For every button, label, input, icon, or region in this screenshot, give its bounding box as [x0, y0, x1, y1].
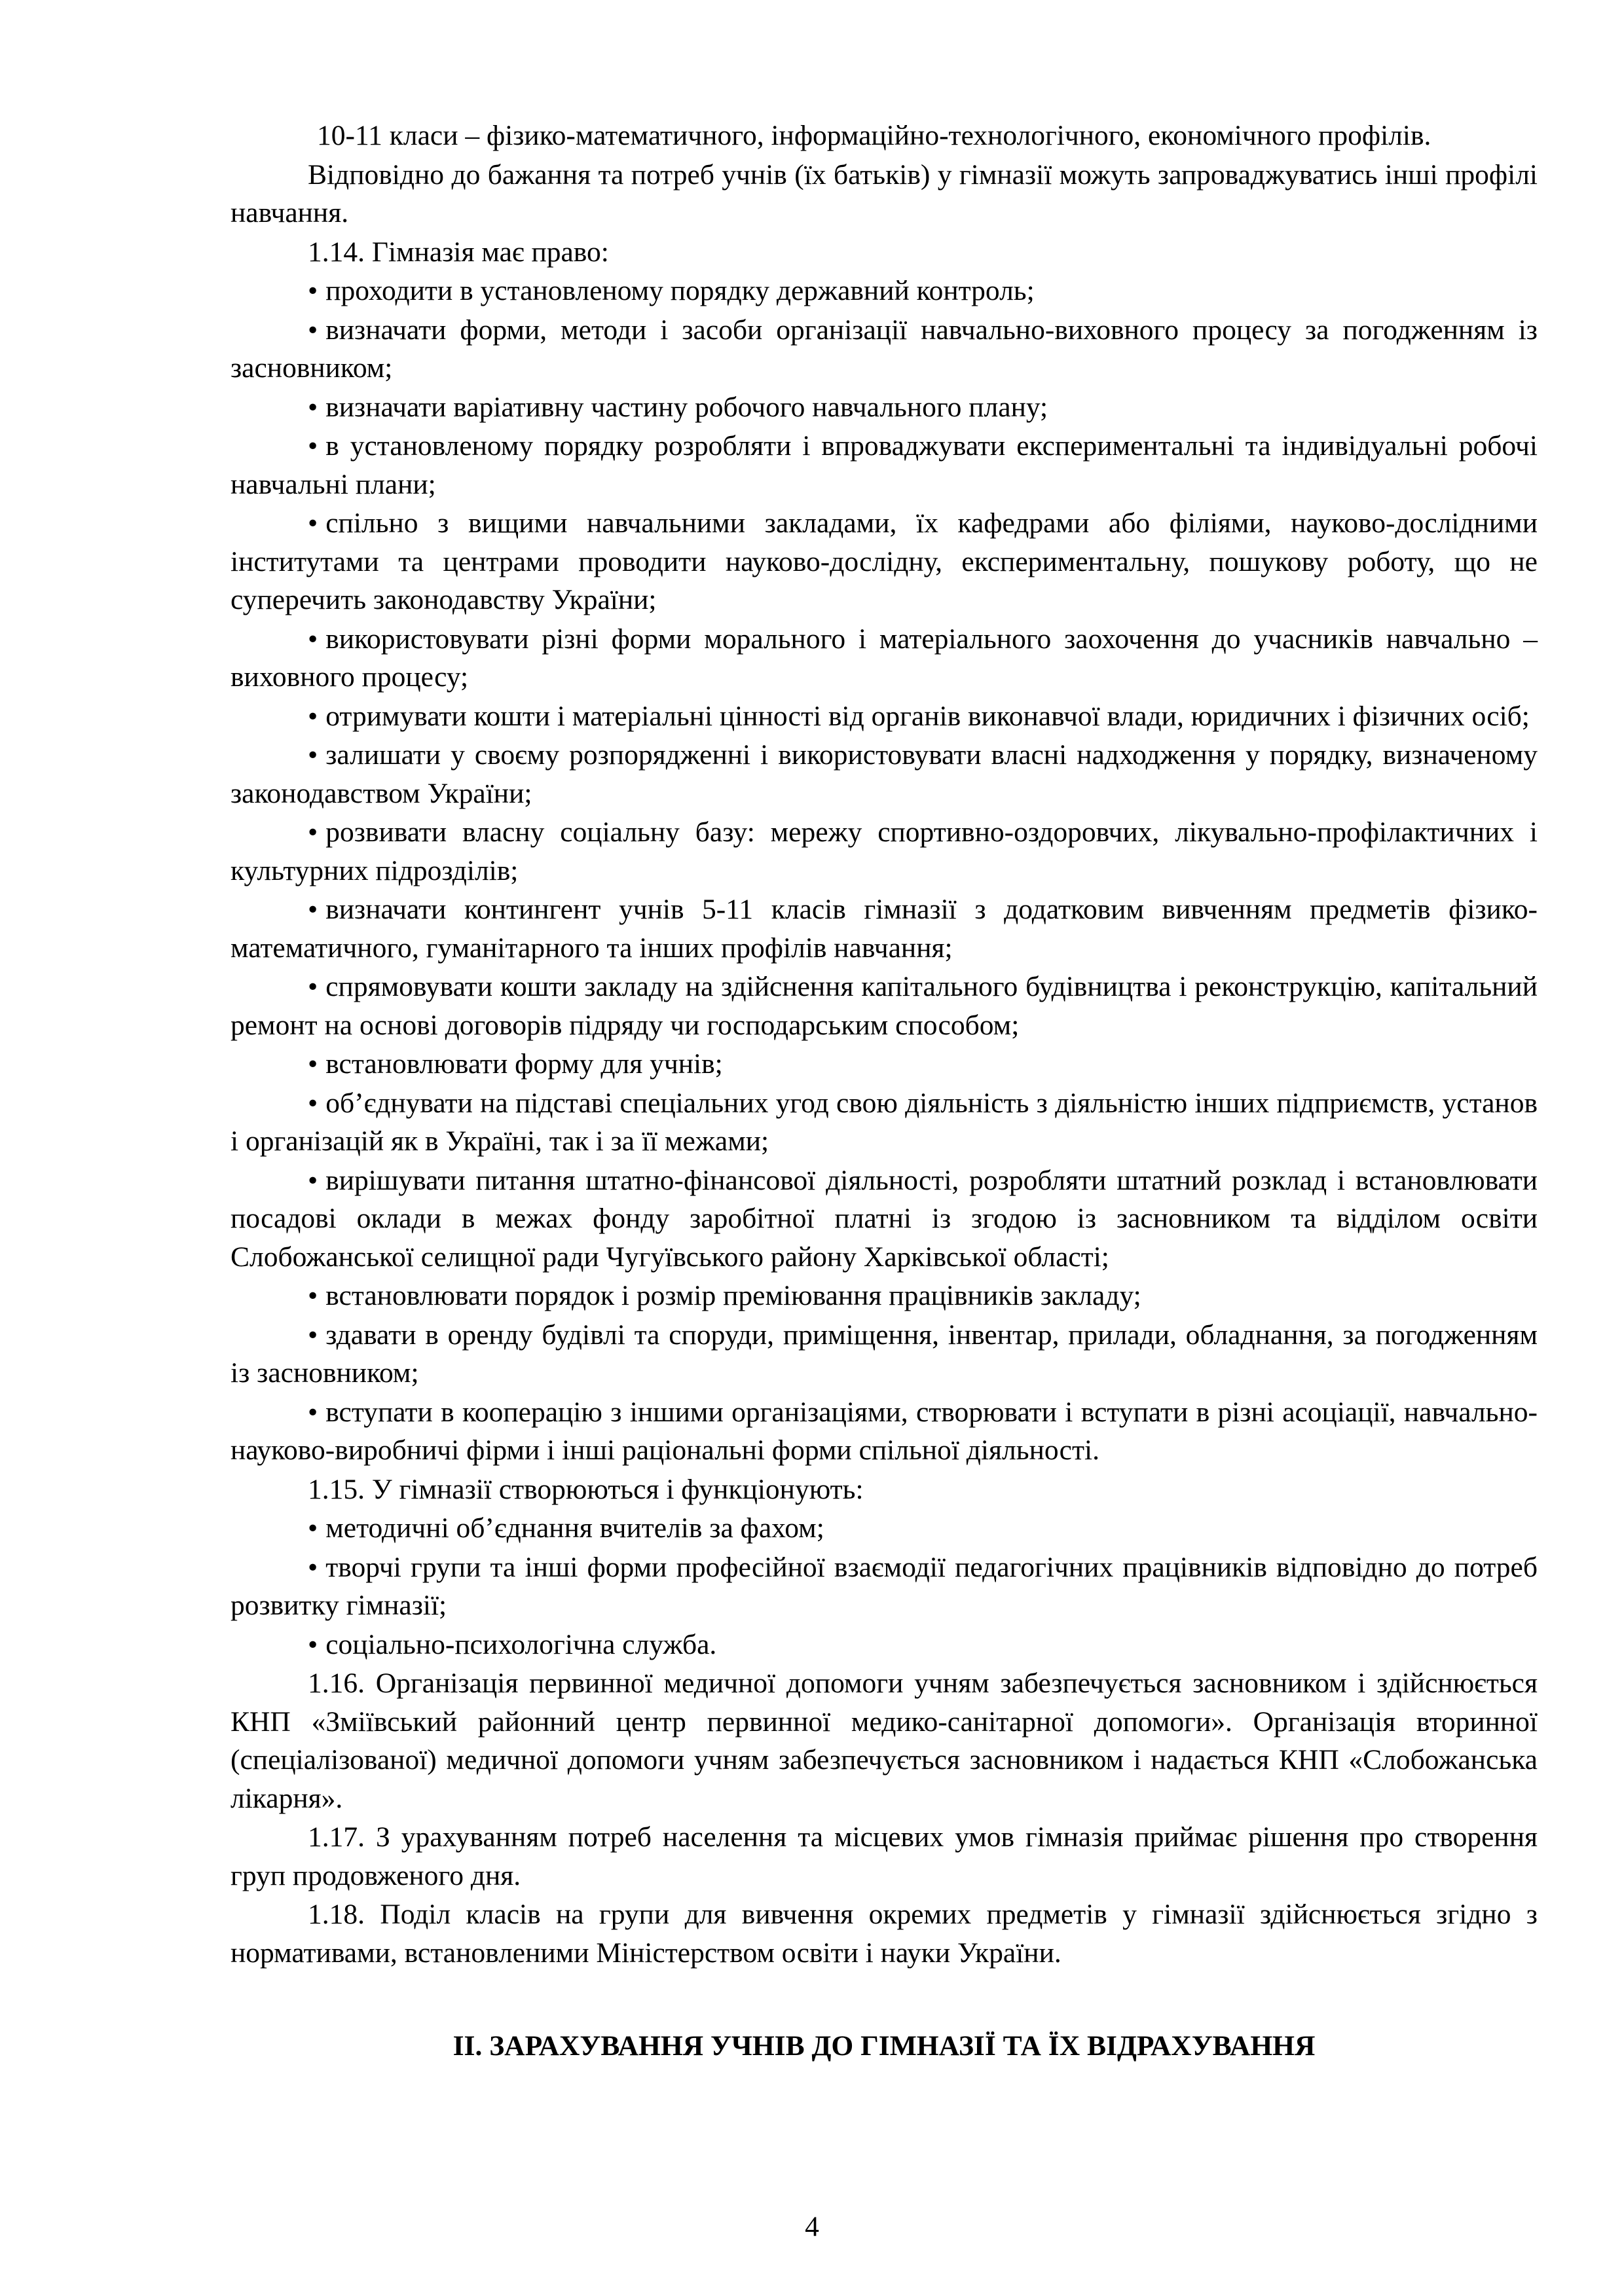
paragraph: Відповідно до бажання та потреб учнів (їх батьків) у гімназії можуть запроваджуватись інші профілі навчання. [231, 158, 1538, 228]
paragraph: 1.17. З урахуванням потреб населення та місцевих умов гімназія приймає рішення про створення груп продовженого дня. [231, 1821, 1538, 1891]
document-body [231, 117, 1538, 1972]
list-item: • проходити в установленому порядку державний контроль; [231, 272, 1538, 310]
list-item: • використовувати різні форми морального і матеріального заохочення до учасників навчально – виховного процесу; [231, 620, 1538, 697]
list-item: • в установленому порядку розробляти і впроваджувати експериментальні та індивідуальні робочі навчальні плани; [231, 427, 1538, 503]
list-item: • розвивати власну соціальну базу: мережу спортивно-оздоровчих, лікувально-профілактичних і культурних підрозділів; [231, 813, 1538, 890]
list-item: • методичні об’єднання вчителів за фахом; [231, 1509, 1538, 1548]
list-item: • отримувати кошти і матеріальні цінності від органів виконавчої влади, юридичних і фізичних осіб; [231, 697, 1538, 736]
list-item: • вступати в кооперацію з іншими організаціями, створювати і вступати в різні асоціації, навчально-науково-виробничі фірми і інші раціональні форми спільної діяльності. [231, 1393, 1538, 1470]
list-item: • визначати варіативну частину робочого навчального плану; [231, 388, 1538, 427]
paragraph: 1.15. У гімназії створюються і функціонують: [308, 1473, 864, 1505]
section-heading: ІІ. ЗАРАХУВАННЯ УЧНІВ ДО ГІМНАЗІЇ ТА ЇХ ВІДРАХУВАННЯ [452, 2030, 1316, 2062]
document-page [231, 117, 1538, 2066]
list-item: • спільно з вищими навчальними закладами, їх кафедрами або філіями, науково-дослідними інститутами та центрами проводити науково-дослідну, експериментальну, пошукову роботу, що не суперечить законодавству України; [231, 504, 1538, 619]
page-number: 4 [805, 2211, 819, 2242]
paragraph: 10-11 класи – фізико-математичного, інформаційно-технологічного, економічного профілів. [317, 120, 1431, 151]
list-item: • творчі групи та інші форми професійної взаємодії педагогічних працівників відповідно до потреб розвитку гімназії; [231, 1548, 1538, 1625]
paragraph: 1.18. Поділ класів на групи для вивчення окремих предметів у гімназії здійснюється згідно з нормативами, встановленими Міністерством освіти і науки України. [231, 1899, 1538, 1969]
list-item: • визначати форми, методи і засоби організації навчально-виховного процесу за погодженням із засновником; [231, 311, 1538, 388]
list-item: • здавати в оренду будівлі та споруди, приміщення, інвентар, прилади, обладнання, за погодженням із засновником; [231, 1316, 1538, 1393]
list-item: • встановлювати порядок і розмір преміювання працівників закладу; [231, 1277, 1538, 1315]
list-item: • визначати контингент учнів 5-11 класів гімназії з додатковим вивченням предметів фізико-математичного, гуманітарного та інших профілів навчання; [231, 890, 1538, 967]
list-item: • об’єднувати на підставі спеціальних угод свою діяльність з діяльністю інших підприємств, установ і організацій як в Україні, так і за її межами; [231, 1084, 1538, 1161]
list-item: • вирішувати питання штатно-фінансової діяльності, розробляти штатний розклад і встановлювати посадові оклади в межах фонду заробітної платні із згодою із засновником та відділом освіти Слобожанської селищної ради Чугуївського району Харківської області; [231, 1161, 1538, 1277]
list-item: • залишати у своєму розпорядженні і використовувати власні надходження у порядку, визначеному законодавством України; [231, 736, 1538, 812]
list-item: • соціально-психологічна служба. [231, 1626, 1538, 1664]
list-item: • встановлювати форму для учнів; [231, 1045, 1538, 1084]
paragraph: 1.14. Гімназія має право: [308, 236, 609, 268]
paragraph: 1.16. Організація первинної медичної допомоги учням забезпечується засновником і здійснюється КНП «Зміївський районний центр первинної медико-санітарної допомоги». Організація вторинної (спеціалізованої) медичної допомоги учням забезпечується засновником і надається КНП «Слобожанська лікарня». [231, 1667, 1538, 1814]
list-item: • спрямовувати кошти закладу на здійснення капітального будівництва і реконструкцію, капітальний ремонт на основі договорів підряду чи господарським способом; [231, 968, 1538, 1044]
